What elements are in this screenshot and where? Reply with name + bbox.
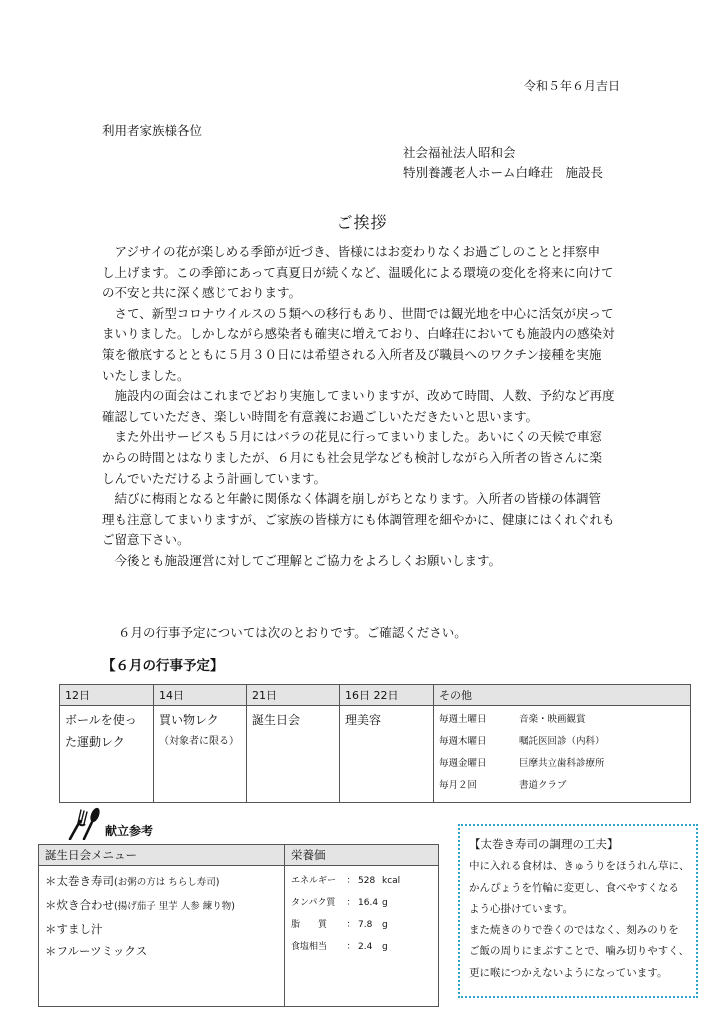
recipient: 利用者家族様各位 — [102, 123, 203, 138]
other-what: 嘱託医回診（内科） — [519, 736, 605, 747]
body-line: さて、新型コロナウイルスの５類への移行もあり、世間では観光地を中心に活気が戻って — [102, 305, 614, 321]
schedule-heading: 【６月の行事予定】 — [102, 658, 224, 674]
schedule-note: ６月の行事予定については次のとおりです。ご確認ください。 — [118, 625, 467, 640]
list-item — [439, 731, 685, 753]
event-text: 買い物レク — [159, 713, 219, 727]
menu-item-name: ＊すまし汁 — [45, 922, 103, 936]
nutrient-label: 食塩相当 — [291, 942, 328, 952]
event-note: （対象者に限る） — [159, 736, 239, 747]
nutrient-label: 脂 質 — [291, 920, 328, 930]
schedule-event-cell — [340, 706, 434, 803]
other-when: 毎週木曜日 — [439, 736, 487, 747]
menu-item-note: (揚げ茄子 里芋 人参 練り物) — [114, 901, 235, 912]
nutrition-cell — [285, 866, 439, 1007]
menu-item-name: ＊フルーツミックス — [45, 944, 148, 958]
menu-item-note: (お粥の方は ちらし寿司) — [114, 877, 220, 888]
nutrient-label: エネルギー — [291, 876, 337, 886]
body-line: 確認していただき、楽しい時間を有意義にお過ごしいただきたいと思います。 — [102, 408, 539, 424]
list-item — [45, 894, 278, 918]
event-text: 誕生日会 — [252, 713, 301, 727]
nutrient-unit: g — [382, 898, 388, 908]
event-text: た運動レク — [65, 735, 125, 749]
body-line: 今後とも施設運営に対してご理解とご協力をよろしくお願いします。 — [102, 552, 502, 568]
issue-date: 令和５年６月吉日 — [523, 79, 620, 93]
list-item — [439, 709, 685, 731]
body-line: の不安と共に深く感じております。 — [102, 285, 302, 301]
tip-line: 更に喉につかえないようになっています。 — [469, 966, 668, 979]
schedule-header-row — [60, 685, 691, 706]
list-item: タンパク質 ： 16.4 g — [291, 892, 432, 914]
tip-line: ご飯の周りにまぶすことで、噛み切りやすく、 — [469, 945, 690, 958]
list-item — [45, 940, 278, 962]
tip-title: 【太巻き寿司の調理の工夫】 — [469, 837, 619, 851]
body-line: いたしました。 — [102, 367, 190, 383]
tip-line: かんぴょうを竹輪に変更し、食べやすくなる — [469, 881, 679, 894]
body-line: また外出サービスも５月にはバラの花見に行ってまいりました。あいにくの天候で車窓 — [102, 429, 603, 445]
body-line: 結びに梅雨となると年齢に関係なく体調を崩しがちとなります。入所者の皆様の体調管 — [102, 491, 602, 507]
body-line: しんでいただけるよう計画しています。 — [102, 470, 327, 486]
nutrient-value: 7.8 — [358, 920, 373, 930]
menu-header: 誕生日会メニュー — [39, 845, 285, 866]
body-line: まいりました。しかしながら感染者も確実に増えており、白峰荘においても施設内の感染対 — [102, 326, 615, 342]
menu-items-cell — [39, 866, 285, 1007]
other-what: 書道クラブ — [519, 780, 567, 791]
schedule-other-header: その他 — [434, 685, 691, 706]
body-line: 策を徹底するとともに５月３０日には希望される入所者及び職員へのワクチン接種を実施 — [102, 346, 602, 362]
list-item: 食塩相当 ： 2.4 g — [291, 936, 432, 958]
schedule-other-cell — [434, 706, 691, 803]
tip-line: よう心掛けています。 — [469, 902, 574, 915]
body-line: アジサイの花が楽しめる季節が近づき、皆様にはお変わりなくお過ごしのことと拝察申 — [102, 244, 601, 259]
nutrient-label: タンパク質 — [291, 898, 336, 908]
greeting-body — [102, 242, 632, 572]
nutrient-value: 16.4 — [358, 898, 379, 908]
menu-item-name: ＊炊き合わせ — [45, 898, 114, 912]
schedule-table — [59, 684, 691, 803]
cooking-tip-box — [458, 824, 698, 998]
list-item: エネルギー ： 528 kcal — [291, 870, 432, 892]
list-item — [439, 753, 685, 775]
fork-spoon-icon — [63, 806, 103, 840]
menu-content-row — [39, 866, 439, 1007]
nutrient-unit: kcal — [382, 876, 401, 886]
other-when: 毎週土曜日 — [439, 714, 487, 725]
body-line: 施設内の面会はこれまでどおり実施してまいりますが、改めて時間、人数、予約など再度 — [102, 388, 615, 404]
schedule-event-row — [60, 706, 691, 803]
list-item: 脂 質 ： 7.8 g — [291, 914, 432, 936]
schedule-event-cell — [154, 706, 247, 803]
page-title: ご挨拶 — [336, 213, 388, 232]
tip-line: また焼きのりで巻くのではなく、刻みのりを — [469, 924, 679, 937]
menu-item-name: ＊太巻き寿司 — [45, 874, 114, 888]
schedule-event-cell — [60, 706, 154, 803]
menu-table — [38, 844, 439, 1007]
menu-heading: 献立参考 — [105, 824, 154, 838]
tip-line: 中に入れる食材は、きゅうりをほうれん草に、 — [469, 860, 690, 873]
other-what: 巨摩共立歯科診療所 — [519, 758, 605, 769]
event-text: ボールを使っ — [65, 713, 137, 727]
nutrient-value: 2.4 — [358, 942, 373, 952]
nutrient-unit: g — [382, 920, 388, 930]
sender-title: 特別養護老人ホーム白峰荘 施設長 — [403, 165, 604, 180]
schedule-event-cell — [247, 706, 340, 803]
nutrition-header: 栄養価 — [285, 845, 439, 866]
sender-organization: 社会福祉法人昭和会 — [403, 145, 516, 160]
nutrient-unit: g — [382, 942, 388, 952]
other-when: 毎月２回 — [439, 780, 478, 791]
other-when: 毎週金曜日 — [439, 758, 487, 769]
menu-header-row — [39, 845, 439, 866]
list-item — [45, 870, 278, 894]
schedule-date-cell: 14日 — [154, 685, 247, 706]
body-line: ご留意下さい。 — [102, 532, 190, 548]
other-what: 音楽・映画観賞 — [519, 714, 586, 725]
body-line: 理も注意してまいりますが、ご家族の皆様方にも体調管理を細やかに、健康にはくれぐれも — [102, 511, 615, 527]
schedule-date-cell: 21日 — [247, 685, 340, 706]
schedule-date-cell: 16日 22日 — [340, 685, 434, 706]
body-line: からの時間とはなりましたが、６月にも社会見学なども検討しながら入所者の皆さんに楽 — [102, 449, 603, 465]
schedule-date-cell: 12日 — [60, 685, 154, 706]
list-item — [45, 918, 278, 940]
nutrient-value: 528 — [358, 876, 376, 886]
list-item — [439, 775, 685, 797]
body-line: し上げます。この季節にあって真夏日が続くなど、温暖化による環境の変化を将来に向けて — [102, 264, 614, 280]
event-text: 理美容 — [345, 713, 382, 727]
